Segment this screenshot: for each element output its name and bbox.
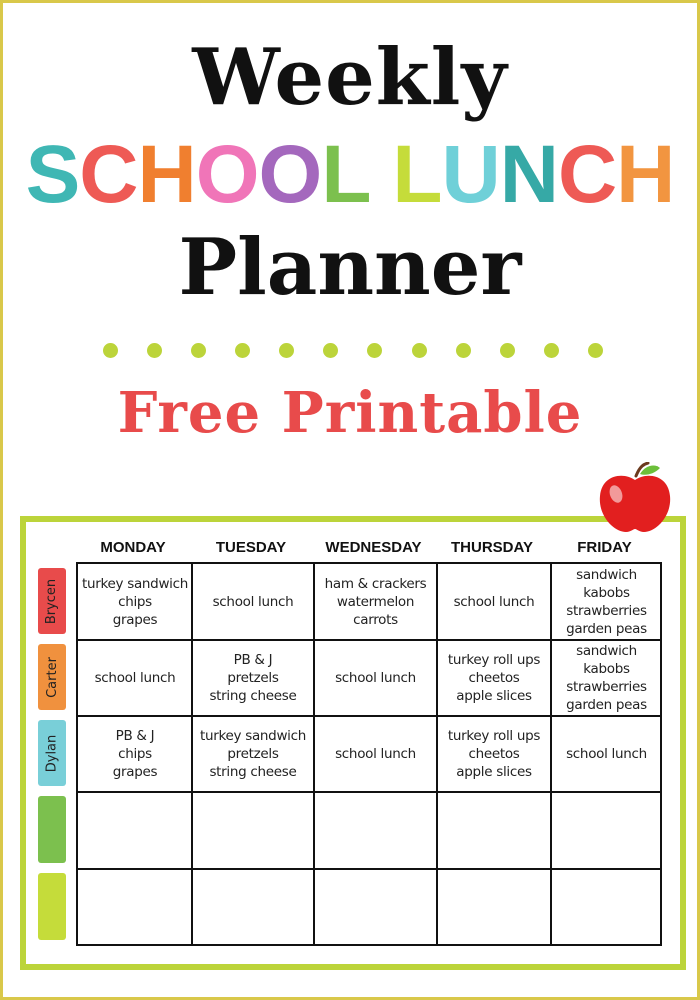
lunch-cell — [193, 641, 313, 715]
title-letter: C — [79, 129, 138, 220]
lunch-item: pretzels — [227, 746, 279, 762]
lunch-cell — [79, 717, 191, 791]
lunch-item: turkey roll ups — [447, 652, 541, 668]
lunch-item: school lunch — [212, 594, 294, 610]
lunch-cell — [193, 870, 313, 945]
lunch-cell — [552, 717, 661, 791]
title-planner: Planner — [178, 222, 522, 313]
lunch-cell — [438, 565, 550, 639]
day-header-monday: MONDAY — [100, 539, 166, 556]
title-letter — [370, 130, 392, 220]
title-letter: U — [441, 129, 500, 220]
divider-dot — [544, 343, 559, 358]
lunch-item: garden peas — [566, 697, 647, 713]
lunch-cell — [79, 565, 191, 639]
day-header-tuesday: TUESDAY — [215, 539, 287, 556]
lunch-item: string cheese — [209, 764, 297, 780]
divider-dot — [500, 343, 515, 358]
lunch-item: ham & crackers — [324, 576, 427, 592]
divider-dot — [588, 343, 603, 358]
lunch-item: grapes — [112, 612, 158, 628]
lunch-cell — [552, 793, 661, 868]
lunch-item: carrots — [353, 612, 398, 628]
lunch-cell — [438, 717, 550, 791]
title-weekly: Weekly — [192, 32, 508, 123]
divider-dot — [412, 343, 427, 358]
title-letter: S — [25, 129, 80, 220]
divider-dot — [235, 343, 250, 358]
lunch-item: turkey roll ups — [447, 728, 541, 744]
lunch-item: school lunch — [94, 670, 176, 686]
divider-dot — [191, 343, 206, 358]
lunch-item: pretzels — [227, 670, 279, 686]
title-letter: H — [137, 129, 196, 220]
lunch-item: PB & J — [233, 652, 273, 668]
title-letter: C — [557, 129, 617, 220]
title-letter: L — [392, 129, 442, 220]
lunch-cell — [552, 641, 661, 715]
day-header-wednesday: WEDNESDAY — [325, 539, 422, 556]
title-letter: O — [195, 129, 259, 220]
lunch-cell — [315, 793, 436, 868]
name-tab-dylan — [38, 720, 66, 786]
lunch-item: garden peas — [566, 621, 647, 637]
lunch-item: turkey sandwich — [81, 576, 189, 592]
lunch-cell — [552, 870, 661, 945]
title-letter: H — [616, 129, 675, 220]
lunch-cell — [315, 870, 436, 945]
title-letter: N — [499, 129, 558, 220]
divider-dot — [323, 343, 338, 358]
lunch-item: cheetos — [468, 670, 520, 686]
lunch-cell — [438, 641, 550, 715]
lunch-item: apple slices — [456, 764, 532, 780]
lunch-item: school lunch — [453, 594, 535, 610]
lunch-item: cheetos — [468, 746, 520, 762]
lunch-item: strawberries — [566, 603, 647, 619]
lunch-cell — [79, 870, 191, 945]
divider-dot — [456, 343, 471, 358]
name-tab-blank — [38, 873, 66, 940]
lunch-item: watermelon — [336, 594, 415, 610]
title-school-lunch — [0, 130, 700, 220]
child-name: Dylan — [44, 734, 60, 772]
title-letter: L — [321, 129, 371, 220]
lunch-item: string cheese — [209, 688, 297, 704]
name-tab-carter — [38, 644, 66, 710]
lunch-item: sandwich kabobs — [576, 643, 637, 677]
lunch-cell — [79, 793, 191, 868]
name-tab-brycen — [38, 568, 66, 634]
divider-dot — [103, 343, 118, 358]
lunch-grid — [76, 562, 662, 946]
lunch-cell — [438, 793, 550, 868]
subtitle-free-printable: Free Printable — [117, 380, 583, 446]
lunch-cell — [438, 870, 550, 945]
lunch-item: school lunch — [566, 746, 647, 762]
lunch-item: apple slices — [456, 688, 532, 704]
lunch-cell — [315, 565, 436, 639]
title-letter: O — [258, 129, 322, 220]
lunch-cell — [552, 565, 661, 639]
lunch-item: school lunch — [335, 670, 416, 686]
lunch-cell — [315, 641, 436, 715]
apple-icon — [596, 462, 674, 534]
lunch-item: PB & J — [115, 728, 155, 744]
divider-dot — [147, 343, 162, 358]
lunch-item: school lunch — [335, 746, 416, 762]
lunch-item: chips — [118, 594, 152, 610]
divider-dot — [279, 343, 294, 358]
day-header-friday: FRIDAY — [577, 539, 632, 556]
lunch-item: strawberries — [566, 679, 647, 695]
child-name: Brycen — [44, 578, 60, 624]
day-header-thursday: THURSDAY — [451, 539, 533, 556]
divider-dot — [367, 343, 382, 358]
name-tab-blank — [38, 796, 66, 863]
lunch-item: sandwich kabobs — [576, 567, 637, 601]
lunch-item: chips — [118, 746, 152, 762]
lunch-cell — [193, 565, 313, 639]
lunch-cell — [79, 641, 191, 715]
lunch-cell — [193, 793, 313, 868]
child-name: Carter — [44, 656, 60, 698]
lunch-cell — [315, 717, 436, 791]
dot-divider — [103, 342, 603, 358]
lunch-item: turkey sandwich — [199, 728, 307, 744]
lunch-cell — [193, 717, 313, 791]
lunch-item: grapes — [112, 764, 158, 780]
